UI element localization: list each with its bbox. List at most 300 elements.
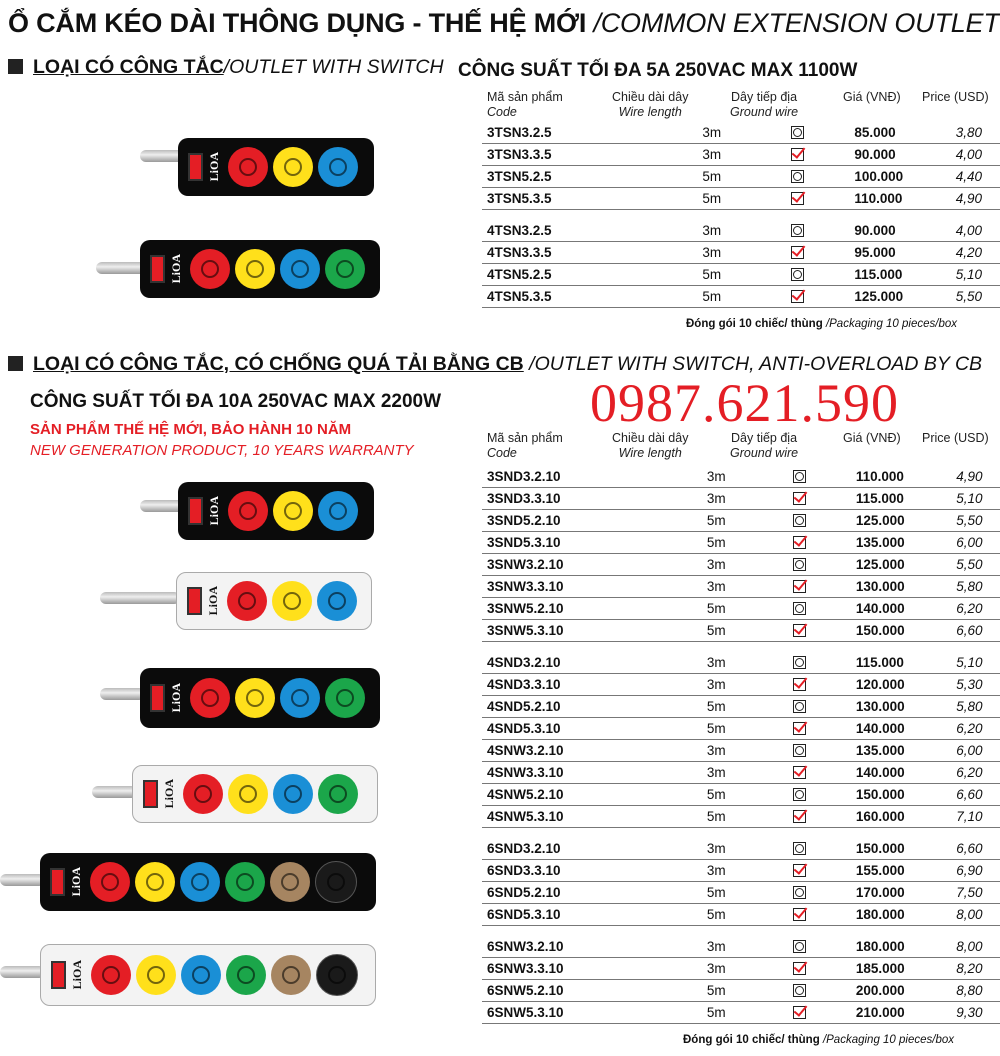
table-row — [482, 642, 1000, 674]
product-code: 6SND5.3.10 — [482, 904, 598, 926]
product-code: 3TSN3.3.5 — [482, 144, 593, 166]
price-vnd: 135.000 — [836, 740, 936, 762]
table-row — [482, 980, 1000, 1002]
price-usd: 5,30 — [936, 674, 1000, 696]
power-cord — [96, 262, 146, 274]
brand-logo: LiOA — [169, 683, 183, 713]
socket-icon — [235, 678, 275, 718]
empty-box-icon — [793, 886, 806, 899]
empty-box-icon — [791, 268, 804, 281]
price-usd: 5,10 — [936, 488, 1000, 510]
price-usd: 6,20 — [936, 598, 1000, 620]
ground-wire — [793, 784, 835, 806]
price-vnd: 110.000 — [836, 466, 936, 488]
checkmark-icon — [793, 536, 806, 549]
product-code: 6SNW5.3.10 — [482, 1002, 598, 1024]
wire-length: 5m — [598, 806, 794, 828]
table-row — [482, 166, 1000, 188]
socket-icon — [228, 147, 268, 187]
table-row — [482, 762, 1000, 784]
power-strip-image — [40, 853, 376, 911]
product-code: 6SND3.2.10 — [482, 828, 598, 860]
ground-wire — [791, 122, 834, 144]
table-row — [482, 904, 1000, 926]
ground-wire — [793, 620, 835, 642]
empty-box-icon — [793, 842, 806, 855]
checkmark-icon — [793, 1006, 806, 1019]
socket-icon — [325, 249, 365, 289]
ground-wire — [793, 554, 835, 576]
price-vnd: 135.000 — [836, 532, 936, 554]
price-vnd: 110.000 — [834, 188, 935, 210]
ground-wire — [793, 980, 835, 1002]
price-usd: 6,60 — [936, 784, 1000, 806]
power-cord — [0, 966, 45, 978]
price-vnd: 90.000 — [834, 144, 935, 166]
price-usd: 4,00 — [936, 210, 1000, 242]
product-code: 4SND5.3.10 — [482, 718, 598, 740]
price-vnd: 140.000 — [836, 598, 936, 620]
socket-icon — [190, 249, 230, 289]
table-row — [482, 806, 1000, 828]
product-code: 4SNW3.2.10 — [482, 740, 598, 762]
price-vnd: 170.000 — [836, 882, 936, 904]
table-row — [482, 188, 1000, 210]
packaging-note-1: Đóng gói 10 chiếc/ thùng /Packaging 10 pieces/box — [686, 318, 957, 330]
table-row — [482, 242, 1000, 264]
product-code: 4TSN3.3.5 — [482, 242, 593, 264]
table-row — [482, 144, 1000, 166]
wire-length: 3m — [593, 144, 791, 166]
checkmark-icon — [793, 624, 806, 637]
empty-box-icon — [791, 224, 804, 237]
price-usd: 5,10 — [936, 642, 1000, 674]
ground-wire — [791, 242, 834, 264]
ground-wire — [793, 718, 835, 740]
socket-icon — [280, 678, 320, 718]
price-vnd: 150.000 — [836, 784, 936, 806]
empty-box-icon — [793, 940, 806, 953]
price-usd: 8,00 — [936, 904, 1000, 926]
socket-icon — [235, 249, 275, 289]
table-row — [482, 510, 1000, 532]
price-vnd: 200.000 — [836, 980, 936, 1002]
section1-power: CÔNG SUẤT TỐI ĐA 5A 250VAC MAX 1100W — [458, 60, 858, 81]
wire-length: 5m — [598, 784, 794, 806]
price-usd: 4,90 — [936, 466, 1000, 488]
table-row — [482, 696, 1000, 718]
socket-icon — [272, 581, 312, 621]
header-ground: Dây tiếp địa Ground wire — [730, 90, 799, 119]
brand-logo: LiOA — [162, 779, 176, 809]
ground-wire — [793, 904, 835, 926]
product-code: 6SNW5.2.10 — [482, 980, 598, 1002]
price-usd: 7,50 — [936, 882, 1000, 904]
rocker-switch-icon — [51, 961, 66, 989]
product-code: 3TSN3.2.5 — [482, 122, 593, 144]
title-en: /COMMON EXTENSION OUTLET — [593, 8, 1000, 38]
price-vnd: 115.000 — [834, 264, 935, 286]
price-usd: 4,20 — [936, 242, 1000, 264]
checkmark-icon — [793, 810, 806, 823]
wire-length: 3m — [593, 122, 791, 144]
promo-vi: SẢN PHẨM THẾ HỆ MỚI, BẢO HÀNH 10 NĂM — [30, 421, 352, 438]
table-row — [482, 210, 1000, 242]
ground-wire — [793, 696, 835, 718]
table-row — [482, 882, 1000, 904]
title-vi: Ổ CẮM KÉO DÀI THÔNG DỤNG - THẾ HỆ MỚI — [8, 8, 587, 38]
price-usd: 5,80 — [936, 576, 1000, 598]
checkmark-icon — [793, 908, 806, 921]
socket-icon — [318, 147, 358, 187]
wire-length: 3m — [598, 554, 794, 576]
price-usd: 5,50 — [936, 554, 1000, 576]
table-row — [482, 488, 1000, 510]
price-usd: 6,00 — [936, 532, 1000, 554]
socket-icon — [325, 678, 365, 718]
wire-length: 3m — [598, 740, 794, 762]
ground-wire — [791, 286, 834, 308]
socket-icon — [316, 954, 358, 996]
checkmark-icon — [791, 148, 804, 161]
socket-icon — [315, 861, 357, 903]
socket-icon — [270, 862, 310, 902]
power-strip-image — [140, 668, 380, 728]
ground-wire — [793, 466, 835, 488]
price-table-1 — [482, 122, 1000, 308]
product-code: 3SNW5.2.10 — [482, 598, 598, 620]
ground-wire — [793, 828, 835, 860]
ground-wire — [793, 674, 835, 696]
table-row — [482, 828, 1000, 860]
wire-length: 5m — [598, 696, 794, 718]
product-code: 4SND5.2.10 — [482, 696, 598, 718]
table-row — [482, 1002, 1000, 1024]
table-row — [482, 576, 1000, 598]
product-code: 3TSN5.2.5 — [482, 166, 593, 188]
wire-length: 3m — [593, 210, 791, 242]
promo-en: NEW GENERATION PRODUCT, 10 YEARS WARRANTY — [30, 442, 414, 459]
empty-box-icon — [793, 700, 806, 713]
wire-length: 5m — [598, 510, 794, 532]
checkmark-icon — [793, 722, 806, 735]
ground-wire — [791, 210, 834, 242]
price-usd: 3,80 — [936, 122, 1000, 144]
socket-icon — [180, 862, 220, 902]
price-usd: 4,00 — [936, 144, 1000, 166]
table-row — [482, 598, 1000, 620]
socket-icon — [273, 774, 313, 814]
checkmark-icon — [793, 678, 806, 691]
wire-length: 5m — [598, 598, 794, 620]
product-code: 3SND5.3.10 — [482, 532, 598, 554]
socket-icon — [273, 491, 313, 531]
price-usd: 6,60 — [936, 828, 1000, 860]
wire-length: 3m — [598, 576, 794, 598]
bullet-square-icon — [8, 356, 23, 371]
power-cord — [100, 592, 180, 604]
empty-box-icon — [793, 788, 806, 801]
socket-icon — [280, 249, 320, 289]
product-code: 4TSN5.2.5 — [482, 264, 593, 286]
product-code: 4TSN5.3.5 — [482, 286, 593, 308]
ground-wire — [793, 740, 835, 762]
price-usd: 9,30 — [936, 1002, 1000, 1024]
rocker-switch-icon — [50, 868, 65, 896]
socket-icon — [271, 955, 311, 995]
power-strip-image — [140, 240, 380, 298]
ground-wire — [793, 926, 835, 958]
price-usd: 8,80 — [936, 980, 1000, 1002]
product-code: 4TSN3.2.5 — [482, 210, 593, 242]
brand-logo: LiOA — [69, 867, 83, 897]
power-strip-image — [178, 138, 374, 196]
table-row — [482, 554, 1000, 576]
empty-box-icon — [793, 744, 806, 757]
product-code: 4SNW3.3.10 — [482, 762, 598, 784]
header-len: Chiều dài dây Wire length — [612, 90, 689, 119]
rocker-switch-icon — [150, 684, 165, 712]
product-code: 3SNW5.3.10 — [482, 620, 598, 642]
table-row — [482, 784, 1000, 806]
rocker-switch-icon — [150, 255, 165, 283]
price-vnd: 210.000 — [836, 1002, 936, 1024]
product-code: 4SND3.3.10 — [482, 674, 598, 696]
ground-wire — [791, 166, 834, 188]
price-vnd: 120.000 — [836, 674, 936, 696]
price-vnd: 140.000 — [836, 718, 936, 740]
price-vnd: 95.000 — [834, 242, 935, 264]
rocker-switch-icon — [187, 587, 202, 615]
price-usd: 5,10 — [936, 264, 1000, 286]
header-vnd: Giá (VNĐ) — [843, 90, 901, 104]
price-usd: 6,20 — [936, 762, 1000, 784]
wire-length: 3m — [593, 242, 791, 264]
price-vnd: 85.000 — [834, 122, 935, 144]
wire-length: 3m — [598, 926, 794, 958]
price-vnd: 180.000 — [836, 926, 936, 958]
empty-box-icon — [793, 558, 806, 571]
empty-box-icon — [793, 984, 806, 997]
power-strip-image — [132, 765, 378, 823]
table-row — [482, 620, 1000, 642]
ground-wire — [793, 806, 835, 828]
price-vnd: 115.000 — [836, 488, 936, 510]
wire-length: 5m — [598, 904, 794, 926]
wire-length: 3m — [598, 828, 794, 860]
socket-icon — [90, 862, 130, 902]
empty-box-icon — [793, 656, 806, 669]
socket-icon — [317, 581, 357, 621]
power-cord — [100, 688, 145, 700]
ground-wire — [793, 860, 835, 882]
price-vnd: 185.000 — [836, 958, 936, 980]
rocker-switch-icon — [143, 780, 158, 808]
product-code: 3SNW3.3.10 — [482, 576, 598, 598]
socket-icon — [273, 147, 313, 187]
section1-label: LOẠI CÓ CÔNG TẮC — [33, 56, 224, 78]
empty-box-icon — [791, 126, 804, 139]
socket-icon — [183, 774, 223, 814]
table-row — [482, 860, 1000, 882]
price-vnd: 100.000 — [834, 166, 935, 188]
packaging-note-2: Đóng gói 10 chiếc/ thùng /Packaging 10 pieces/box — [683, 1034, 954, 1046]
price-usd: 8,00 — [936, 926, 1000, 958]
wire-length: 5m — [593, 286, 791, 308]
header-code: Mã sản phẩm Code — [487, 90, 563, 119]
wire-length: 3m — [598, 860, 794, 882]
header-usd: Price (USD) — [922, 90, 989, 104]
socket-icon — [181, 955, 221, 995]
empty-box-icon — [791, 170, 804, 183]
power-cord — [0, 874, 45, 886]
page-title — [8, 8, 1000, 39]
product-code: 3SND5.2.10 — [482, 510, 598, 532]
table-row — [482, 740, 1000, 762]
wire-length: 5m — [598, 532, 794, 554]
price-vnd: 115.000 — [836, 642, 936, 674]
ground-wire — [793, 882, 835, 904]
checkmark-icon — [793, 580, 806, 593]
ground-wire — [793, 1002, 835, 1024]
brand-logo: LiOA — [206, 586, 220, 616]
wire-length: 3m — [598, 466, 794, 488]
empty-box-icon — [793, 514, 806, 527]
price-usd: 6,00 — [936, 740, 1000, 762]
product-code: 6SNW3.2.10 — [482, 926, 598, 958]
table-row — [482, 532, 1000, 554]
product-code: 3SND3.3.10 — [482, 488, 598, 510]
power-cord — [92, 786, 137, 798]
wire-length: 5m — [593, 264, 791, 286]
ground-wire — [791, 188, 834, 210]
wire-length: 3m — [598, 762, 794, 784]
price-vnd: 130.000 — [836, 696, 936, 718]
ground-wire — [791, 144, 834, 166]
price-vnd: 140.000 — [836, 762, 936, 784]
product-code: 4SNW5.3.10 — [482, 806, 598, 828]
ground-wire — [793, 598, 835, 620]
price-vnd: 125.000 — [836, 510, 936, 532]
section2-power: CÔNG SUẤT TỐI ĐA 10A 250VAC MAX 2200W — [30, 391, 442, 412]
price-table-2 — [482, 466, 1000, 1024]
wire-length: 3m — [598, 642, 794, 674]
price-usd: 4,40 — [936, 166, 1000, 188]
rocker-switch-icon — [188, 497, 203, 525]
checkmark-icon — [793, 492, 806, 505]
socket-icon — [135, 862, 175, 902]
price-vnd: 90.000 — [834, 210, 935, 242]
bullet-square-icon — [8, 59, 23, 74]
table-row — [482, 122, 1000, 144]
brand-logo: LiOA — [207, 496, 221, 526]
ground-wire — [793, 488, 835, 510]
price-usd: 4,90 — [936, 188, 1000, 210]
price-usd: 7,10 — [936, 806, 1000, 828]
wire-length: 5m — [598, 620, 794, 642]
table-row — [482, 958, 1000, 980]
section2-label: LOẠI CÓ CÔNG TẮC, CÓ CHỐNG QUÁ TẢI BẰNG CB — [33, 353, 524, 375]
price-usd: 5,80 — [936, 696, 1000, 718]
wire-length: 5m — [598, 882, 794, 904]
ground-wire — [793, 576, 835, 598]
product-code: 6SND3.3.10 — [482, 860, 598, 882]
brand-logo: LiOA — [70, 960, 84, 990]
socket-icon — [91, 955, 131, 995]
header-usd: Price (USD) — [922, 431, 989, 445]
price-vnd: 180.000 — [836, 904, 936, 926]
header-ground: Dây tiếp địa Ground wire — [730, 431, 799, 460]
wire-length: 3m — [598, 674, 794, 696]
table-row — [482, 466, 1000, 488]
socket-icon — [318, 491, 358, 531]
power-strip-image — [176, 572, 372, 630]
ground-wire — [791, 264, 834, 286]
price-vnd: 150.000 — [836, 828, 936, 860]
price-usd: 8,20 — [936, 958, 1000, 980]
brand-logo: LiOA — [169, 254, 183, 284]
product-code: 3TSN5.3.5 — [482, 188, 593, 210]
product-code: 6SNW3.3.10 — [482, 958, 598, 980]
section1-heading — [8, 56, 444, 79]
price-usd: 6,90 — [936, 860, 1000, 882]
table-row — [482, 926, 1000, 958]
price-vnd: 160.000 — [836, 806, 936, 828]
ground-wire — [793, 642, 835, 674]
wire-length: 3m — [598, 488, 794, 510]
product-code: 3SNW3.2.10 — [482, 554, 598, 576]
socket-icon — [225, 862, 265, 902]
header-code: Mã sản phẩm Code — [487, 431, 563, 460]
price-vnd: 125.000 — [836, 554, 936, 576]
section2-label-en: /OUTLET WITH SWITCH, ANTI-OVERLOAD BY CB — [529, 353, 983, 375]
socket-icon — [190, 678, 230, 718]
rocker-switch-icon — [188, 153, 203, 181]
table-row — [482, 286, 1000, 308]
checkmark-icon — [793, 962, 806, 975]
price-vnd: 155.000 — [836, 860, 936, 882]
product-code: 4SNW5.2.10 — [482, 784, 598, 806]
socket-icon — [228, 491, 268, 531]
wire-length: 5m — [598, 980, 794, 1002]
socket-icon — [226, 955, 266, 995]
socket-icon — [318, 774, 358, 814]
power-strip-image — [178, 482, 374, 540]
table-row — [482, 264, 1000, 286]
product-code: 6SND5.2.10 — [482, 882, 598, 904]
empty-box-icon — [793, 602, 806, 615]
section1-label-en: /OUTLET WITH SWITCH — [223, 56, 444, 78]
ground-wire — [793, 532, 835, 554]
header-vnd: Giá (VNĐ) — [843, 431, 901, 445]
checkmark-icon — [791, 290, 804, 303]
checkmark-icon — [793, 766, 806, 779]
empty-box-icon — [793, 470, 806, 483]
wire-length: 5m — [598, 718, 794, 740]
brand-logo: LiOA — [207, 152, 221, 182]
ground-wire — [793, 510, 835, 532]
header-len: Chiều dài dây Wire length — [612, 431, 689, 460]
checkmark-icon — [793, 864, 806, 877]
product-code: 4SND3.2.10 — [482, 642, 598, 674]
phone-number: 0987.621.590 — [590, 373, 899, 433]
price-usd: 6,20 — [936, 718, 1000, 740]
price-vnd: 125.000 — [834, 286, 935, 308]
price-usd: 5,50 — [936, 286, 1000, 308]
price-usd: 5,50 — [936, 510, 1000, 532]
table-row — [482, 674, 1000, 696]
ground-wire — [793, 958, 835, 980]
